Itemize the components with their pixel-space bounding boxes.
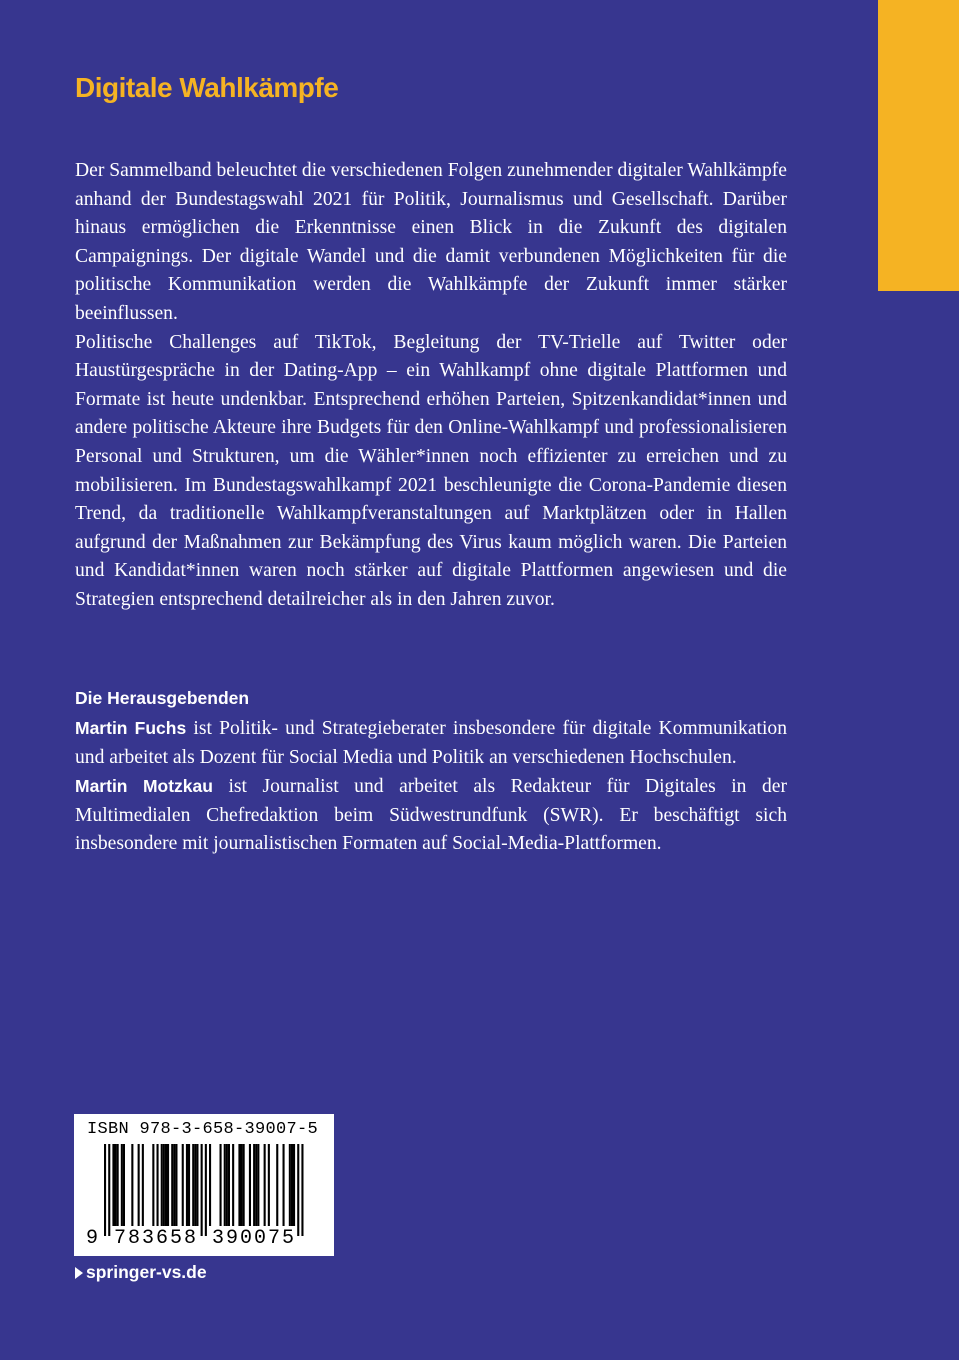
barcode-bar <box>117 1144 119 1226</box>
barcode-guard-bar <box>108 1144 110 1236</box>
barcode-bar <box>152 1144 154 1226</box>
barcode-guard-bar <box>205 1144 207 1236</box>
barcode-bar <box>194 1144 196 1226</box>
barcode-bar <box>165 1144 167 1226</box>
barcode-bar <box>283 1144 285 1226</box>
blurb <box>75 157 787 615</box>
barcode-bar <box>121 1144 123 1226</box>
barcode-bar <box>264 1144 266 1226</box>
barcode-bar <box>175 1144 177 1226</box>
barcode-bar <box>253 1144 255 1226</box>
barcode-bar <box>196 1144 198 1226</box>
ean-digits: 9 783658 390075 <box>86 1227 297 1250</box>
barcode-bar <box>171 1144 173 1226</box>
blurb-paragraph: Der Sammelband beleuchtet die verschiedenen Folgen zunehmender digitaler Wahlkämpfe anhand der Bundestagswahl 2021 für Politik, Journalismus und Gesellschaft. Darüber hinaus ermöglichen die Erkenntnisse einen Blick in die Zukunft des digitalen Campaignings. Der digitale Wandel und die damit verbundenen Möglichkeiten für die politische Kommunikation werden die Wahlkämpfe der Zukunft immer stärker beeinflussen. <box>75 160 787 324</box>
accent-bar <box>878 0 959 291</box>
barcode-bar <box>293 1144 295 1226</box>
barcode-guard-bar <box>201 1144 203 1236</box>
barcode-bar <box>142 1144 144 1226</box>
barcode-bar <box>167 1144 169 1226</box>
barcode-bar <box>131 1144 133 1226</box>
barcode-bar <box>257 1144 259 1226</box>
editors-section <box>75 714 787 859</box>
barcode-bar <box>226 1144 228 1226</box>
barcode-bar <box>255 1144 257 1226</box>
barcode-bar <box>243 1144 245 1226</box>
barcode-guard-bar <box>104 1144 106 1236</box>
barcode-guard-bar <box>297 1144 299 1236</box>
barcode-bar <box>192 1144 194 1226</box>
barcode-bar <box>268 1144 270 1226</box>
barcode-bar <box>241 1144 243 1226</box>
barcode-bar <box>224 1144 226 1226</box>
barcode-bar <box>161 1144 163 1226</box>
barcode-bar <box>123 1144 125 1226</box>
barcode-bar <box>157 1144 159 1226</box>
barcode-bar <box>289 1144 291 1226</box>
barcode-bar <box>186 1144 188 1226</box>
book-title: Digitale Wahlkämpfe <box>75 72 339 103</box>
barcode-bar <box>249 1144 251 1226</box>
blurb-paragraph: Politische Challenges auf TikTok, Begleitung der TV-Trielle auf Twitter oder Haustürgespräche in der Dating-App – ein Wahlkampf ohne digitale Plattformen und Formate ist heute undenkbar. Entsprechend erhöhen Parteien, Spitzenkandidat*innen und andere politische Akteure ihre Budgets für den Online-Wahlkampf und professionalisieren Personal und Strukturen, um die Wähler*innen noch effizienter zu erreichen und zu mobilisieren. Im Bundestagswahlkampf 2021 beschleunigte die Corona-Pandemie diesen Trend, da traditionelle Wahlkampfveranstaltungen auf Marktplätzen oder in Hallen aufgrund der Maßnahmen zur Bekämpfung des Virus kaum möglich waren. Die Parteien und Kandidat*innen waren noch stärker auf digitale Plattformen angewiesen und die Strategien entsprechend detailreicher als in den Jahren zuvor. <box>75 331 787 610</box>
editor-bio-text: ist Politik- und Strategieberater insbesondere für digitale Kommunikation und arbeitet als Dozent für Social Media und Politik an verschiedenen Hochschulen. <box>75 718 787 768</box>
barcode-bar <box>291 1144 293 1226</box>
barcode-bar <box>138 1144 140 1226</box>
publisher-website-link[interactable] <box>75 1262 207 1283</box>
barcode-bar <box>228 1144 230 1226</box>
barcode-bar <box>115 1144 117 1226</box>
barcode-bar <box>112 1144 114 1226</box>
barcode-bar <box>188 1144 190 1226</box>
editor-bio-text: ist Journalist und arbeitet als Redakteur für Digitales in der Multimedialen Chefredaktion beim Südwestrundfunk (SWR). Er beschäftigt sich insbesondere mit journalistischen Formaten auf Social-Media-Plattformen. <box>75 776 787 855</box>
barcode-bar <box>232 1144 234 1226</box>
publisher-website-text: springer-vs.de <box>86 1262 207 1282</box>
editor-bio <box>75 772 787 859</box>
barcode-bar <box>209 1144 211 1226</box>
barcode-bar <box>220 1144 222 1226</box>
isbn-barcode <box>74 1114 334 1256</box>
barcode-bar <box>163 1144 165 1226</box>
editor-name: Martin Fuchs <box>75 718 187 738</box>
editor-name: Martin Motzkau <box>75 776 213 797</box>
barcode-bar <box>182 1144 184 1226</box>
barcode-bar <box>238 1144 240 1226</box>
isbn-label: ISBN 978-3-658-39007-5 <box>87 1120 319 1139</box>
arrow-right-icon <box>75 1267 83 1279</box>
barcode-bar <box>173 1144 175 1226</box>
editor-bio <box>75 714 787 772</box>
barcode-guard-bar <box>301 1144 303 1236</box>
barcode-bar <box>276 1144 278 1226</box>
editors-heading: Die Herausgebenden <box>75 688 250 708</box>
